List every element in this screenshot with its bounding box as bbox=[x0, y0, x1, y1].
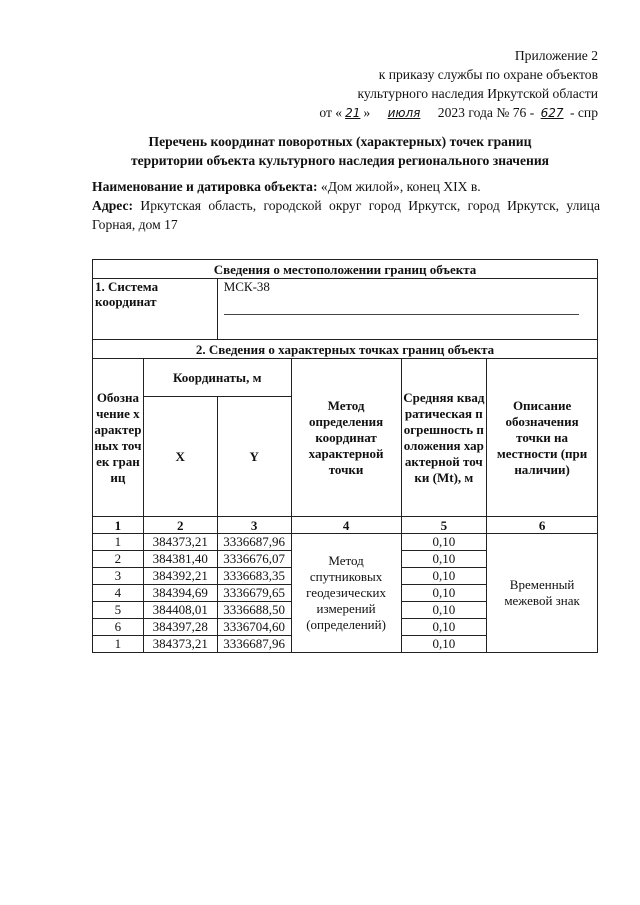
date-year-number: 2023 года № 76 - bbox=[437, 105, 535, 120]
object-name-value: «Дом жилой», конец XIX в. bbox=[320, 179, 481, 194]
section-1-header: Сведения о местоположении границ объекта bbox=[93, 260, 598, 279]
column-number-4: 4 bbox=[291, 517, 401, 534]
point-id: 3 bbox=[93, 568, 144, 585]
date-day: 21 bbox=[345, 106, 361, 120]
header-designation: Обозначение характерных точек границ bbox=[93, 359, 144, 517]
date-mid: » bbox=[363, 105, 371, 120]
error-value: 0,10 bbox=[401, 551, 487, 568]
coord-y: 3336687,96 bbox=[217, 636, 291, 653]
object-address-line bbox=[92, 196, 600, 234]
column-number-1: 1 bbox=[93, 517, 144, 534]
error-value: 0,10 bbox=[401, 602, 487, 619]
title-line-1: Перечень координат поворотных (характерных) точек границ bbox=[148, 134, 532, 149]
description-cell: Временный межевой знак bbox=[487, 534, 598, 653]
coordinate-system-value: МСК-38 bbox=[223, 279, 270, 294]
header-x: X bbox=[143, 397, 217, 517]
header-coordinates: Координаты, м bbox=[143, 359, 291, 397]
coord-x: 384373,21 bbox=[143, 534, 217, 551]
object-name-line bbox=[92, 177, 600, 196]
column-number-2: 2 bbox=[143, 517, 217, 534]
object-info bbox=[92, 177, 600, 234]
order-date-line bbox=[319, 103, 598, 123]
coord-x: 384408,01 bbox=[143, 602, 217, 619]
coord-x: 384381,40 bbox=[143, 551, 217, 568]
point-id: 4 bbox=[93, 585, 144, 602]
point-id: 5 bbox=[93, 602, 144, 619]
object-address-value: Иркутская область, городской округ город Иркутск, город Иркутск, улица Горная, дом 17 bbox=[92, 198, 600, 232]
coordinate-system-cell bbox=[217, 279, 597, 340]
coord-x: 384394,69 bbox=[143, 585, 217, 602]
point-id: 1 bbox=[93, 636, 144, 653]
method-cell: Метод спутниковых геодезических измерений (определений) bbox=[291, 534, 401, 653]
point-id: 6 bbox=[93, 619, 144, 636]
table-row bbox=[93, 534, 598, 551]
coord-x: 384397,28 bbox=[143, 619, 217, 636]
header-error: Средняя квадратическая погрешность положения характерной точки (Mt), м bbox=[401, 359, 487, 517]
error-value: 0,10 bbox=[401, 585, 487, 602]
title-line-2: территории объекта культурного наследия регионального значения bbox=[130, 153, 550, 168]
document-title bbox=[60, 132, 620, 170]
appendix-header bbox=[319, 46, 598, 123]
coord-x: 384373,21 bbox=[143, 636, 217, 653]
appendix-number: Приложение 2 bbox=[514, 48, 598, 63]
point-id: 2 bbox=[93, 551, 144, 568]
order-reference: к приказу службы по охране объектов bbox=[378, 67, 598, 82]
error-value: 0,10 bbox=[401, 636, 487, 653]
section-2-header: 2. Сведения о характерных точках границ объекта bbox=[93, 340, 598, 359]
object-name-label: Наименование и датировка объекта: bbox=[92, 179, 318, 194]
header-method: Метод определения координат характерной точки bbox=[291, 359, 401, 517]
error-value: 0,10 bbox=[401, 534, 487, 551]
column-number-6: 6 bbox=[487, 517, 598, 534]
coord-x: 384392,21 bbox=[143, 568, 217, 585]
coordinates-table bbox=[92, 259, 598, 653]
coord-y: 3336688,50 bbox=[217, 602, 291, 619]
order-number: 627 bbox=[540, 106, 564, 120]
coordinate-system-label: 1. Система координат bbox=[93, 279, 218, 340]
coord-y: 3336683,35 bbox=[217, 568, 291, 585]
coordinate-system-underline bbox=[224, 314, 579, 315]
date-month: июля bbox=[387, 106, 421, 120]
coord-y: 3336704,60 bbox=[217, 619, 291, 636]
date-prefix: от « bbox=[319, 105, 343, 120]
point-id: 1 bbox=[93, 534, 144, 551]
authority-name: культурного наследия Иркутской области bbox=[357, 86, 598, 101]
error-value: 0,10 bbox=[401, 568, 487, 585]
error-value: 0,10 bbox=[401, 619, 487, 636]
order-suffix: - спр bbox=[569, 105, 598, 120]
coord-y: 3336679,65 bbox=[217, 585, 291, 602]
column-number-3: 3 bbox=[217, 517, 291, 534]
coord-y: 3336676,07 bbox=[217, 551, 291, 568]
header-description: Описание обозначения точки на местности (при наличии) bbox=[487, 359, 598, 517]
coord-y: 3336687,96 bbox=[217, 534, 291, 551]
header-y: Y bbox=[217, 397, 291, 517]
column-number-5: 5 bbox=[401, 517, 487, 534]
object-address-label: Адрес: bbox=[92, 198, 134, 213]
